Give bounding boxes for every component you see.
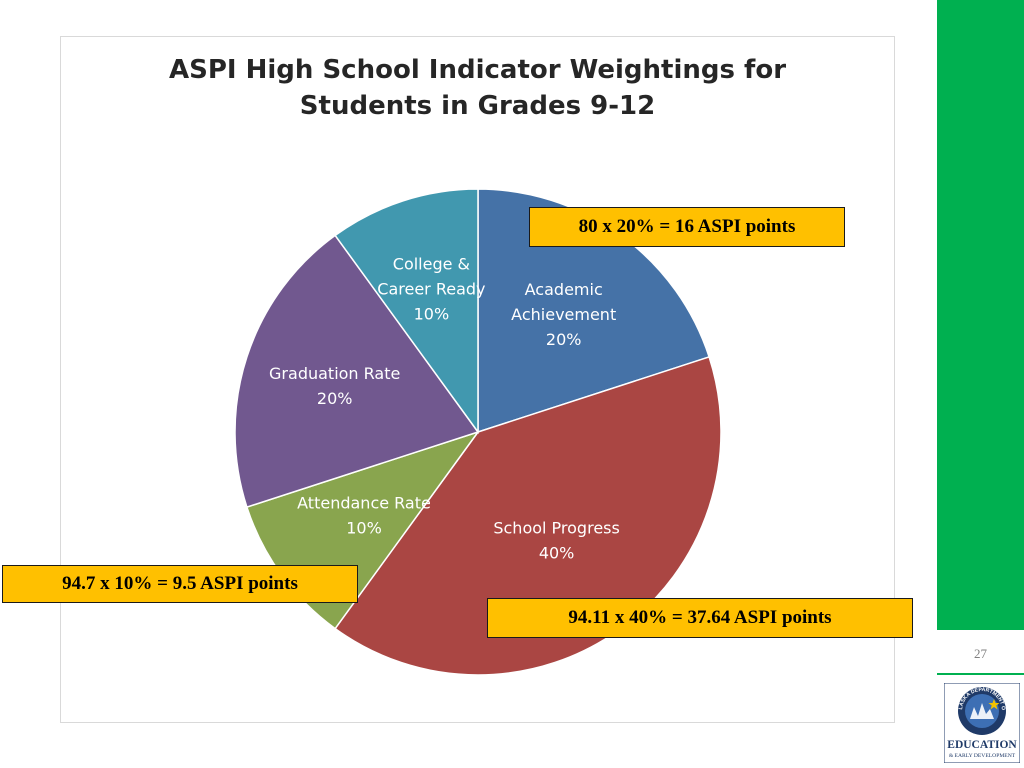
pie-label-line: Attendance Rate [297,493,431,513]
pie-label-line: 10% [346,518,382,538]
pie-label-line: Achievement [511,305,617,324]
chart-title-line-1: ASPI High School Indicator Weightings for [168,55,787,85]
callout-progress-points: 94.11 x 40% = 37.64 ASPI points [487,598,913,638]
logo-text-main: EDUCATION [947,739,1017,751]
pie-label-line: Academic [524,280,603,299]
pie-label-line: 20% [545,330,582,349]
logo-arc-text: LASKA DEPARTMENT O [958,686,1007,711]
pie-label-line: Graduation Rate [269,363,401,383]
callout-academic-points: 80 x 20% = 16 ASPI points [529,207,845,247]
page-number: 27 [974,646,987,661]
pie-label-line: 10% [413,304,450,324]
logo-text-sub: & EARLY DEVELOPMENT [948,753,1016,759]
pie-label-line: Career Ready [377,279,486,299]
pie-label-line: 40% [538,543,575,563]
callout-attendance-points: 94.7 x 10% = 9.5 ASPI points [2,565,358,603]
pie-label-line: 20% [316,388,353,408]
chart-title-line-2: Students in Grades 9-12 [299,91,656,121]
pie-label-line: School Progress [493,518,620,538]
pie-label-line: College & [392,254,471,274]
